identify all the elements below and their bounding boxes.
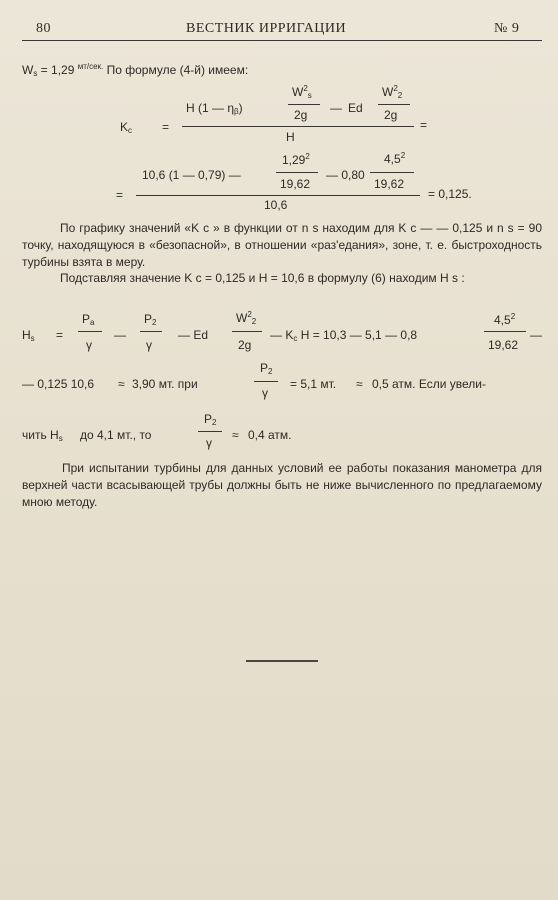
hs-f4-den: 19,62 <box>488 338 519 352</box>
hs-tail: — <box>530 328 542 342</box>
kc-eq: = <box>162 120 170 134</box>
num-part2: — 0,80 <box>326 168 365 182</box>
hs-lhs: $H_s$ <box>22 328 35 343</box>
hs-f2-den: γ <box>146 338 152 352</box>
num-main-bar <box>136 195 420 196</box>
num-frac2-num: $4,5^2$ <box>384 151 406 166</box>
num-den: 10,6 <box>264 198 288 212</box>
increase-frac-bar <box>198 431 222 432</box>
hs-f3-bar <box>232 331 262 332</box>
hs-f4-bar <box>484 331 526 332</box>
num-frac2-den: 19,62 <box>374 177 405 191</box>
hs-ed: — Ed <box>178 328 209 342</box>
hs-f1-den: γ <box>86 338 92 352</box>
kc-eq2: = <box>420 118 428 132</box>
num-frac1-den: 19,62 <box>280 177 311 191</box>
increase-frac-den: γ <box>206 436 212 450</box>
kc-ed: Ed <box>348 101 363 115</box>
kc-frac2-num: $W^2_2$ <box>382 84 403 100</box>
result-approx2: ≈ <box>356 377 363 391</box>
result-part2: 3,90 мт. при <box>132 377 198 391</box>
hs-f3-num: $W^2_2$ <box>236 310 257 326</box>
kc-lhs: $K_c$ <box>120 120 133 135</box>
issue-number: № 9 <box>494 21 520 36</box>
kc-den: H <box>286 130 295 144</box>
num-part1: 10,6 (1 — 0,79) — <box>142 168 241 182</box>
increase-part2: до 4,1 мт., то <box>80 428 152 442</box>
num-frac1-num: 1,29$^2$ <box>282 152 310 167</box>
paragraph-conclusion: При испытании турбины для данных условий ее работы показания манометра для верхней части всасывающей трубы должны быть не ниже вычисленного по предлагаемому мною методу. <box>22 461 542 509</box>
hs-f1-num: $P_a$ <box>82 312 95 327</box>
hs-kc: — $K_c$ H = 10,3 — 5,1 — 0,8 <box>270 328 418 343</box>
kc-frac2-den: 2g <box>384 108 398 122</box>
result-frac-num: $P_2$ <box>260 361 273 376</box>
kc-minus: — <box>330 101 342 115</box>
result-approx1: ≈ <box>118 377 125 391</box>
header-rule <box>22 40 542 41</box>
kc-main-bar <box>182 126 414 127</box>
num-result: = 0,125. <box>428 187 472 201</box>
num-eq: = <box>116 188 124 202</box>
kc-frac1-den: 2g <box>294 108 308 122</box>
kc-frac1-bar <box>288 104 320 105</box>
paragraph-graph: По графику значений «K с » в функции от n s находим для K с — — 0,125 и n s = 90 точку, находящуюся в «безопасной», в отношении «раз'едания», зоне, т. е. быстроходность турбины взята в меру. <box>22 221 542 269</box>
result-part4: 0,5 атм. Если увели- <box>372 377 486 391</box>
kc-num-a: H (1 — $\eta_\beta$) <box>186 101 243 116</box>
kc-frac1-num: $W^2_s$ <box>292 84 312 100</box>
result-part1: — 0,125 10,6 <box>22 377 95 391</box>
increase-part1: чить $H_s$ <box>22 428 63 443</box>
result-part3: = 5,1 мт. <box>290 377 337 391</box>
result-frac-den: γ <box>262 386 268 400</box>
hs-f1-bar <box>78 331 102 332</box>
increase-part3: 0,4 атм. <box>248 428 292 442</box>
increase-frac-num: $P_2$ <box>204 412 217 427</box>
page-number: 80 <box>36 21 51 36</box>
hs-f2-num: $P_2$ <box>144 312 157 327</box>
ws-line: $W_s = 1,29$ $^{мт/сек.}$ По формуле (4-й) имеем: <box>22 62 249 78</box>
paragraph-substitution: Подставляя значение K с = 0,125 и H = 10,6 в формулу (6) находим H s : <box>60 271 465 285</box>
hs-eq: = <box>56 328 64 342</box>
hs-minus1: — <box>114 328 126 342</box>
num-frac2-bar <box>370 172 414 173</box>
hs-f4-num: $4,5^2$ <box>494 312 516 327</box>
hs-f3-den: 2g <box>238 338 252 352</box>
increase-approx: ≈ <box>232 428 239 442</box>
journal-title: ВЕСТНИК ИРРИГАЦИИ <box>186 21 347 36</box>
end-rule <box>246 660 318 662</box>
kc-frac2-bar <box>378 104 410 105</box>
result-frac-bar <box>254 381 278 382</box>
num-frac1-bar <box>276 172 318 173</box>
hs-f2-bar <box>140 331 162 332</box>
